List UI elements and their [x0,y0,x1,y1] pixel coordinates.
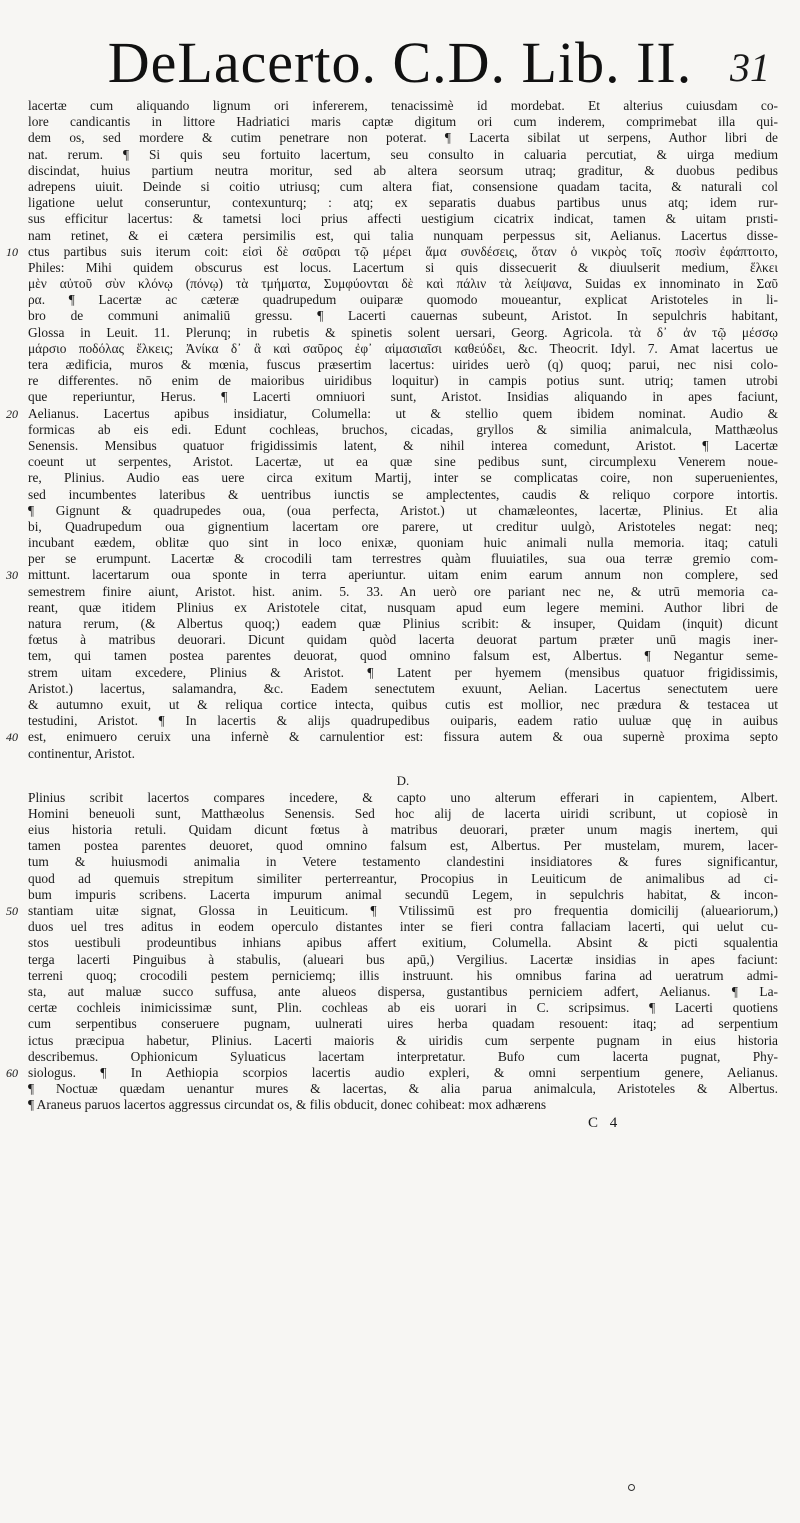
text-line: ρα. ¶ Lacertæ ac cæteræ quadrupedum ouiparæ quomodo moueantur, explicat Aristoteles in li- [28,292,778,308]
text-line: dem os, sed mordere & cutim penetrare non poterat. ¶ Lacerta sibilat ut serpens, Author libri de [28,130,778,146]
line-number: 20 [6,406,18,421]
text-line: re differentes. nō enim de maioribus uiridibus loquitur) in campis potius sunt. utriq; tamen utrobi [28,373,778,389]
text-line: eius historia retuli. Quidam dicunt fœtus à matribus deuorari, præter unum magis inertem, qui [28,822,778,838]
text-line: quod ad quemuis strepitum similiter perterreantur, Procopius in Leuiticum de animalibus ad ci- [28,870,778,886]
text-line: per se erumpunt. Lacertæ & crocodili tam terrestres quàm fluuiatiles, sua oua terræ gremio com- [28,551,778,567]
decorative-circle [628,1484,635,1491]
text-line: natura rerum, (& Albertus quoq;) eadem quæ Plinius scribit: & insuper, Quidam (inquit) dicunt [28,616,778,631]
text-line: tem, qui tamen postea parentes deuorat, quod omnino falsum est, Albertus. ¶ Negantur seme- [28,648,778,664]
text-line: testudini, Aristot. ¶ In lacertis & alijs quadrupedibus ouiparis, eadem ratio uuluæ quę in auibus [28,713,778,729]
text-line: sus efficitur lacertus: & tametsi loci prius affecti uestigium cicatrix indicat, tamen & uitam prısti- [28,211,778,227]
text-line: Glossa in Leuit. 11. Plerunq; in rubetis & spinetis solent uersari, Georg. Agricola. τὰ δ᾽ ἀν τῷ μέσσῳ [28,324,778,340]
text-line: semestrem finire aiunt, Aristot. hist. anim. 5. 33. An uerò ore pariant nec ne, & utrū memoria ca- [28,583,778,599]
page-footer [28,1113,778,1137]
text-line: ¶ Gignunt & quadrupedes oua, (oua perfecta, Aristot.) ut chamæleontes, lacertæ, Plinius. Et alia [28,502,778,518]
text-line: incubant eædem, oblitæ quo sint in loco enixæ, quoniam huic animali nulla memoria. itaq; catuli [28,535,778,551]
text-line: nat. rerum. ¶ Si quis seu fortuito lacertum, seu consulto in caluaria percutiat, & uirga medium [28,146,778,162]
text-line: μὲν αὐτοῦ σὺν κλόνῳ (πόνῳ) τὰ τμήματα, Συμφύονται δὲ καὶ πάλιν τὰ λείψανα, Suidas ex innominato in Σαῦ [28,276,778,292]
text-line: est, enimuero ceruix una infernè & carnulentior est: fissura autem & oua supernè proxima septo 40 [6,729,778,745]
text-line: certæ cochleis inimicissimæ sunt, Plin. cochleas ab eis uorari in C. scripsimus. ¶ Lacerti quotiens [28,1000,778,1016]
line-number: 60 [6,1065,18,1080]
text-line: Philes: Mihi quidem obscurus est locus. Lacertum si quis dissecuerit & diuulserit medium, ἕλκει [28,259,778,275]
line-number: 40 [6,730,18,745]
text-line: coeunt ut serpentes, Aristot. Lacertæ, ut ea quæ sine pedibus sunt, circumplexu Venerem noue- [28,454,778,470]
text-line: terga lacerti Pinguibus à stabulis, (alueari bus apū,) Vergilius. Lacertæ insidias in apes faciunt: [28,951,778,967]
text-line: stos uestibuli prodeuntibus inhians apibus affert exitium, Columella. Absint & picti squalentia [28,935,778,951]
text-line: tamen postea parentes deuoret, quod omnino falsum est, Albertus. Per mustelam, murem, lacer- [28,838,778,854]
text-line: tera ædificia, muros & mœnia, fuscus præsertim lacertus: uirides uerò (q) quoq; parui, nec nisi colo- [28,357,778,372]
text-line: formicas ab eis edi. Edunt cochleas, bruchos, cicadas, gryllos & similia animalcula, Matthæolus [28,421,778,437]
text-line: bum impuris scribens. Lacerta impurum animal secundū Legem, in sepulchris habitat, & incon- [28,886,778,902]
text-line: sta, aut maluæ succo suffusa, ante alueos dispersa, gustantibus perniciem adfert, Aelianus. ¶ La- [28,983,778,999]
text-line: bro de communi animaliū gressu. ¶ Lacerti cauernas subeunt, Aristot. In sepulchris habitant, [28,308,778,324]
text-line: & autumno exuit, ut & reliqua cortice intecta, quibus cutis est mollior, nec prædura & testacea ut [28,696,778,712]
text-line: Aelianus. Lacertus apibus insidiatur, Columella: ut & stellio quem ibidem nominat. Audio & 20 [6,405,778,421]
text-line: mittunt. lacertarum oua sponte in terra aperiuntur. uitam enim earum annum non complere, sed 30 [6,567,778,583]
text-block-1 [6,98,778,762]
text-line: reant, quæ itidem Plinius ex Aristotele citat, nusquam apud eum legere memini. Author libri de [28,599,778,615]
text-line: que reperiuntur, Herus. ¶ Lacerti omniuori sunt, Aristot. Insidias aliquando in apes faciunt, [28,389,778,405]
text-line: sed incumbentes lateribus & uentribus iunctis se amplectentes, caudis & reliquo corpore intortis. [28,486,778,502]
section-letter: D. [396,772,410,788]
text-line: siologus. ¶ In Aethiopia scorpios lacertis audio expleri, & omni serpentium genere, Aelianus. 60 [6,1064,778,1080]
text-line: continentur, Aristot. [28,745,135,761]
text-line: strem uitam excedere, Plinius & Aristot. ¶ Latent per hyemem (mensibus quatuor frigidissimis, [28,664,778,680]
text-line: cum serpentibus conseruere pugnam, uulnerati uires herba quadam resouent: itaq; ad serpentium [28,1016,778,1032]
text-line: ictus præcipua habetur, Plinius. Lacerti maioris & uiridis cum serpente pugnam in eius historia [28,1032,778,1048]
line-number: 30 [6,568,18,583]
text-line: lacertæ cum aliquando lignum ori infererem, tenacissimè id mordebat. Et alterius cuiusdam co- [28,98,778,113]
text-line: μάρσιο ποδόλας ἕλκεις; Ἀνίκα δ᾽ ἃ καὶ σαῦρος ἐφ᾽ αἱμασιαῖσι καθεύδει, &c. Theocrit. Idyl. 7. Amat lacertus ue [28,340,778,356]
text-line: ligatione uelut conseruntur, contexunturq; : atq; ex separatis duabus partibus unus atq; idem rur- [28,195,778,211]
text-line: lore candicantis in littore Hadriatici maris captæ digitum ori cum inderem, comprimebat illa qui- [28,114,778,130]
text-line: adrepens uiuit. Deinde si coitio utriusq; cum altera fiat, consensione quadam tacita, & naturali col [28,178,778,194]
text-line: nam retinet, & ei cætera persimilis est, qui talia nunquam perpessus sit, Aelianus. Lacertus disse- [28,227,778,243]
line-number: 10 [6,244,18,259]
text-line: bi, Quadrupedum oua gignentium lacertam ore parere, ut creditur uulgò, Aristoteles negat: neq; [28,518,778,534]
page-header [28,28,772,98]
text-line: re, Plinius. Audio eas uere circa exitum Martij, inter se complicatas coire, non superuenientes, [28,470,778,486]
text-block-2 [6,789,778,1114]
running-title: DeLacerto. C.D. Lib. II. [107,30,693,95]
text-line: stantiam uitæ signat, Glossa in Leuiticum. ¶ Vtilissimū est pro frequentia domicilij (alueariorum,) 50 [6,903,778,918]
text-line: duos uel tres aditus in eodem operculo distantes inter se fieri contra fallaciam lacerti, qui uelut cu- [28,919,778,935]
text-line: fœtus à matribus deuorari. Dicunt quidam quòd lacerta deuorat partum præter unū magis iner- [28,632,778,648]
line-number: 50 [6,904,18,918]
text-line: terreni quoq; crocodili pestem perniciemq; illis instruunt. his omnibus farina ad ueratrum admi- [28,967,778,983]
text-line: Plinius scribit lacertos compares incedere, & capto uno alterum efferari in capientem, Albert. [28,789,778,805]
text-line: Aristot.) lacertus, salamandra, &c. Eadem senectutem exuunt, Aelian. Lacertus senectutem uere [28,680,778,696]
signature-mark: C 4 [588,1115,622,1132]
text-line: tum & huiusmodi animalia in Vetere testamento clandestini insidiatores & fures significantur, [28,854,778,870]
text-line: discindat, huius partium neutra moritur, sed ab altera seorsum utraq; graditur, & duobus pedibus [28,162,778,178]
text-line: Homini beneuoli sunt, Matthæolus Senensis. Sed hoc alij de lacerta uiridi scribunt, ut copiosè in [28,805,778,821]
text-line: ¶ Araneus paruos lacertos aggressus circundat os, & filis obducit, donec cohibeat: mox adhærens [28,1097,547,1113]
folio-number: 31 [730,45,770,90]
text-line: ctus partibus suis iterum coit: εἰσὶ δὲ σαῦραι τῷ μέρει ἅμα συνδέσεις, ὅταν ὁ νικρὸς τοῖς ποσὶν ἐφάπτοιτο, 10 [6,243,778,259]
text-line: describemus. Ophionicum Syluaticus lacertam interpretatur. Bufo cum lacerta pugnat, Phy- [28,1048,778,1064]
text-line: ¶ Noctuæ quædam uenantur mures & lacertas, & alia parua animalcula, Aristoteles & Albertus. [28,1081,778,1097]
text-line: Senensis. Mensibus quatuor frigidissimis latent, & nihil interea comedunt, Aristot. ¶ Lacertæ [28,437,778,453]
text-body [6,98,778,1137]
